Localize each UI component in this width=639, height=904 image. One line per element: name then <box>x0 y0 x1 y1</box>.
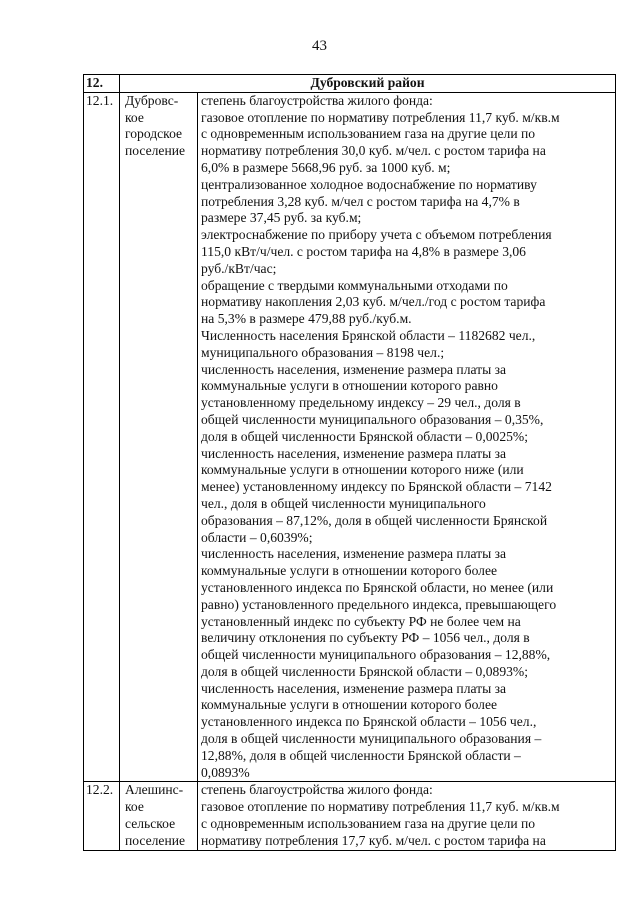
settlement-name-line: поселение <box>125 832 186 848</box>
description-line: с одновременным использованием газа на другие цели по <box>201 126 536 142</box>
table-row <box>84 92 616 782</box>
settlement-name-line: кое <box>125 799 144 815</box>
district-number: 12. <box>84 75 120 93</box>
tariff-table <box>83 74 616 851</box>
description-line: 115,0 кВт/ч/чел. с ростом тарифа на 4,8% в размере 3,06 <box>201 243 526 259</box>
description-line: коммунальные услуги в отношении которого более <box>201 697 498 713</box>
description-line: 6,0% в размере 5668,96 руб. за 1000 куб. м; <box>201 159 451 175</box>
description-line: степень благоустройства жилого фонда: <box>201 92 433 108</box>
settlement-name-line: сельское <box>125 816 176 832</box>
description-line: установленному предельному индексу – 29 чел., доля в <box>201 395 521 411</box>
description-line: установленного индекса по Брянской области, но менее (или <box>201 579 554 595</box>
description-line: доля в общей численности Брянской области – 0,0025%; <box>201 428 529 444</box>
district-header-row <box>84 75 616 93</box>
description-cell <box>198 92 616 782</box>
description-line: с одновременным использованием газа на другие цели по <box>201 816 536 832</box>
settlement-name-line: городское <box>125 126 183 142</box>
description-line: образования – 87,12%, доля в общей численности Брянской <box>201 512 548 528</box>
description-line: газовое отопление по нормативу потребления 11,7 куб. м/кв.м <box>201 109 560 125</box>
settlement-name <box>120 782 198 850</box>
description-line: чел., доля в общей численности муниципального <box>201 495 486 511</box>
description-line: 0,0893% <box>201 764 250 780</box>
description-line: 12,88%, доля в общей численности Брянской области – <box>201 747 521 763</box>
description-line: общей численности муниципального образования – 12,88%, <box>201 647 551 663</box>
description-line: на 5,3% в размере 479,88 руб./куб.м. <box>201 311 412 327</box>
description-cell <box>198 782 616 850</box>
description-line: руб./кВт/час; <box>201 260 277 276</box>
settlement-name-line: Дубровс- <box>125 92 179 108</box>
description-line: коммунальные услуги в отношении которого ниже (или <box>201 462 524 478</box>
description-line: газовое отопление по нормативу потребления 11,7 куб. м/кв.м <box>201 799 560 815</box>
description-line: области – 0,6039%; <box>201 529 313 545</box>
description-line: коммунальные услуги в отношении которого равно <box>201 378 498 394</box>
description-line: нормативу накопления 2,03 куб. м/чел./год с ростом тарифа <box>201 294 546 310</box>
description-line: численность населения, изменение размера платы за <box>201 680 507 696</box>
row-number: 12.2. <box>84 782 120 850</box>
description-line: муниципального образования – 8198 чел.; <box>201 344 445 360</box>
description-line: установленного индекса по Брянской области – 1056 чел., <box>201 714 537 730</box>
settlement-name-line: кое <box>125 109 144 125</box>
description-line: менее) установленному индексу по Брянской области – 7142 <box>201 479 552 495</box>
description-line: коммунальные услуги в отношении которого более <box>201 563 498 579</box>
description-line: размере 37,45 руб. за куб.м; <box>201 210 362 226</box>
description-line: численность населения, изменение размера платы за <box>201 546 507 562</box>
description-line: нормативу потребления 17,7 куб. м/чел. с ростом тарифа на <box>201 832 546 848</box>
row-number: 12.1. <box>84 92 120 782</box>
description-line: обращение с твердыми коммунальными отходами по <box>201 277 508 293</box>
settlement-name <box>120 92 198 782</box>
description-line: электроснабжение по прибору учета с объемом потребления <box>201 227 552 243</box>
settlement-name-line: поселение <box>125 143 186 159</box>
page-number: 43 <box>312 38 327 54</box>
description-line: Численность населения Брянской области – 1182682 чел., <box>201 327 536 343</box>
description-line: доля в общей численности Брянской области – 0,0893%; <box>201 663 529 679</box>
description-line: степень благоустройства жилого фонда: <box>201 782 433 798</box>
description-line: доля в общей численности муниципального образования – <box>201 731 542 747</box>
description-line: численность населения, изменение размера платы за <box>201 445 507 461</box>
description-line: централизованное холодное водоснабжение по нормативу <box>201 176 537 192</box>
description-line: численность населения, изменение размера платы за <box>201 361 507 377</box>
settlement-name-line: Алешинс- <box>125 782 184 798</box>
description-line: величину отклонения по субъекту РФ – 1056 чел., доля в <box>201 630 530 646</box>
description-line: общей численности муниципального образования – 0,35%, <box>201 411 544 427</box>
district-title: Дубровский район <box>120 75 616 93</box>
description-line: потребления 3,28 куб. м/чел с ростом тарифа на 4,7% в <box>201 193 520 209</box>
description-line: нормативу потребления 30,0 куб. м/чел. с ростом тарифа на <box>201 143 546 159</box>
description-line: равно) установленного предельного индекса, превышающего <box>201 596 557 612</box>
table-row <box>84 782 616 850</box>
description-line: установленный индекс по субъекту РФ не более чем на <box>201 613 521 629</box>
